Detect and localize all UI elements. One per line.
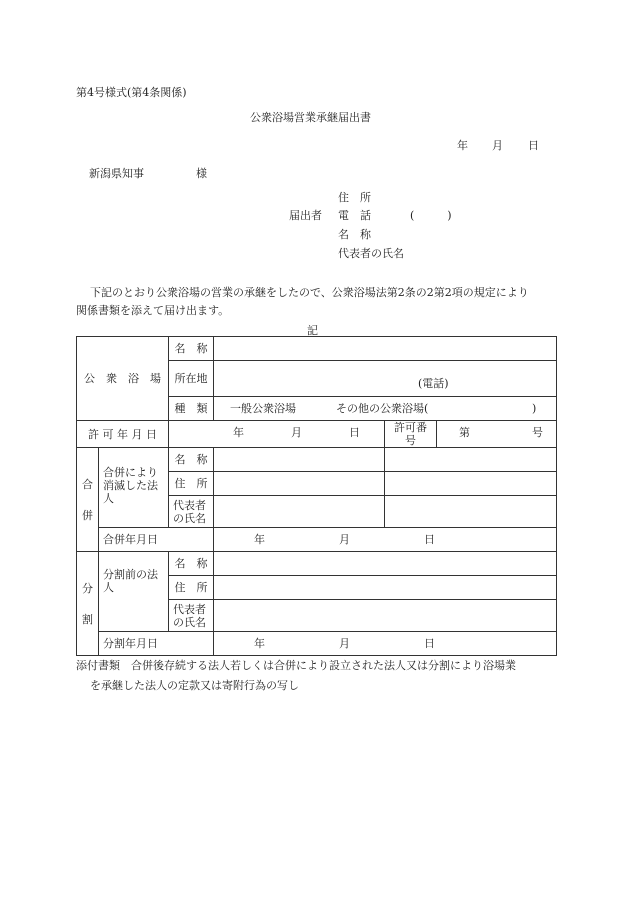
- applicant-name-label: 名 称: [338, 228, 371, 241]
- addressee-sama: 様: [196, 167, 207, 180]
- bathhouse-type-label: 種 類: [169, 397, 214, 421]
- merger-date-field[interactable]: [214, 528, 557, 552]
- split-entity-label: 分割前の法人: [99, 552, 169, 632]
- form-table: [76, 336, 557, 656]
- type-other: その他の公衆浴場(: [336, 402, 429, 415]
- permit-month: 月: [291, 426, 302, 439]
- split-rep-field[interactable]: [214, 600, 557, 632]
- bathhouse-label: 公 衆 浴 場: [77, 337, 169, 421]
- permit-number-label: 許可番号: [385, 421, 437, 448]
- form-number: 第4号様式(第4条関係): [76, 86, 187, 99]
- applicant-label: 届出者: [289, 209, 322, 222]
- body-text-line1: 下記のとおり公衆浴場の営業の承継をしたので、公衆浴場法第2条の2第2項の規定により: [90, 286, 529, 299]
- type-other-close: ): [532, 402, 537, 415]
- merger-rep-label: 代表者 の氏名: [169, 496, 214, 528]
- split-address-field[interactable]: [214, 576, 557, 600]
- split-rep-label: 代表者 の氏名: [169, 600, 214, 632]
- applicant-rep-label: 代表者の氏名: [338, 247, 404, 260]
- date-day: 日: [528, 139, 539, 152]
- bathhouse-name-label: 名 称: [169, 337, 214, 361]
- merger-name-field-2[interactable]: [385, 448, 557, 472]
- date-year: 年: [457, 139, 468, 152]
- bathhouse-location-field[interactable]: [214, 361, 557, 397]
- page-title: 公衆浴場営業承継届出書: [250, 111, 371, 124]
- merger-section-label: 合 併: [77, 448, 99, 552]
- body-text-line2: 関係書類を添えて届け出ます。: [76, 304, 230, 317]
- split-year: 年: [254, 637, 265, 650]
- applicant-phone-paren: ( ): [410, 209, 452, 222]
- date-month: 月: [492, 139, 503, 152]
- type-general: 一般公衆浴場: [230, 402, 296, 415]
- addressee-governor: 新潟県知事: [89, 167, 144, 180]
- permit-year: 年: [233, 426, 244, 439]
- ki-heading: 記: [307, 324, 318, 337]
- merger-address-field[interactable]: [214, 472, 385, 496]
- merger-name-field[interactable]: [214, 448, 385, 472]
- split-name-field[interactable]: [214, 552, 557, 576]
- split-name-label: 名 称: [169, 552, 214, 576]
- permit-number-field[interactable]: [437, 421, 557, 448]
- merger-month: 月: [339, 533, 350, 546]
- attachments-line1: 添付書類 合併後存続する法人若しくは合併により設立された法人又は分割により浴場業: [76, 659, 516, 672]
- merger-year: 年: [254, 533, 265, 546]
- bathhouse-phone-label: (電話): [418, 377, 449, 390]
- permit-dai: 第: [459, 426, 470, 439]
- merger-entity-label: 合併により消滅した法人: [99, 448, 169, 528]
- merger-name-label: 名 称: [169, 448, 214, 472]
- merger-address-field-2[interactable]: [385, 472, 557, 496]
- applicant-address-label: 住 所: [338, 191, 371, 204]
- bathhouse-name-field[interactable]: [214, 337, 557, 361]
- merger-address-label: 住 所: [169, 472, 214, 496]
- split-day: 日: [424, 637, 435, 650]
- merger-date-label: 合併年月日: [99, 528, 214, 552]
- bathhouse-location-label: 所在地: [169, 361, 214, 397]
- split-date-field[interactable]: [214, 632, 557, 656]
- permit-day: 日: [349, 426, 360, 439]
- split-section-label: 分 割: [77, 552, 99, 656]
- bathhouse-type-field[interactable]: [214, 397, 557, 421]
- split-date-label: 分割年月日: [99, 632, 214, 656]
- merger-rep-field[interactable]: [214, 496, 385, 528]
- split-address-label: 住 所: [169, 576, 214, 600]
- merger-rep-field-2[interactable]: [385, 496, 557, 528]
- permit-date-label: 許 可 年 月 日: [77, 421, 169, 448]
- permit-go: 号: [532, 426, 543, 439]
- merger-day: 日: [424, 533, 435, 546]
- attachments-line2: を承継した法人の定款又は寄附行為の写し: [90, 679, 299, 692]
- permit-date-field[interactable]: [169, 421, 385, 448]
- split-month: 月: [339, 637, 350, 650]
- applicant-phone-label: 電 話: [338, 209, 371, 222]
